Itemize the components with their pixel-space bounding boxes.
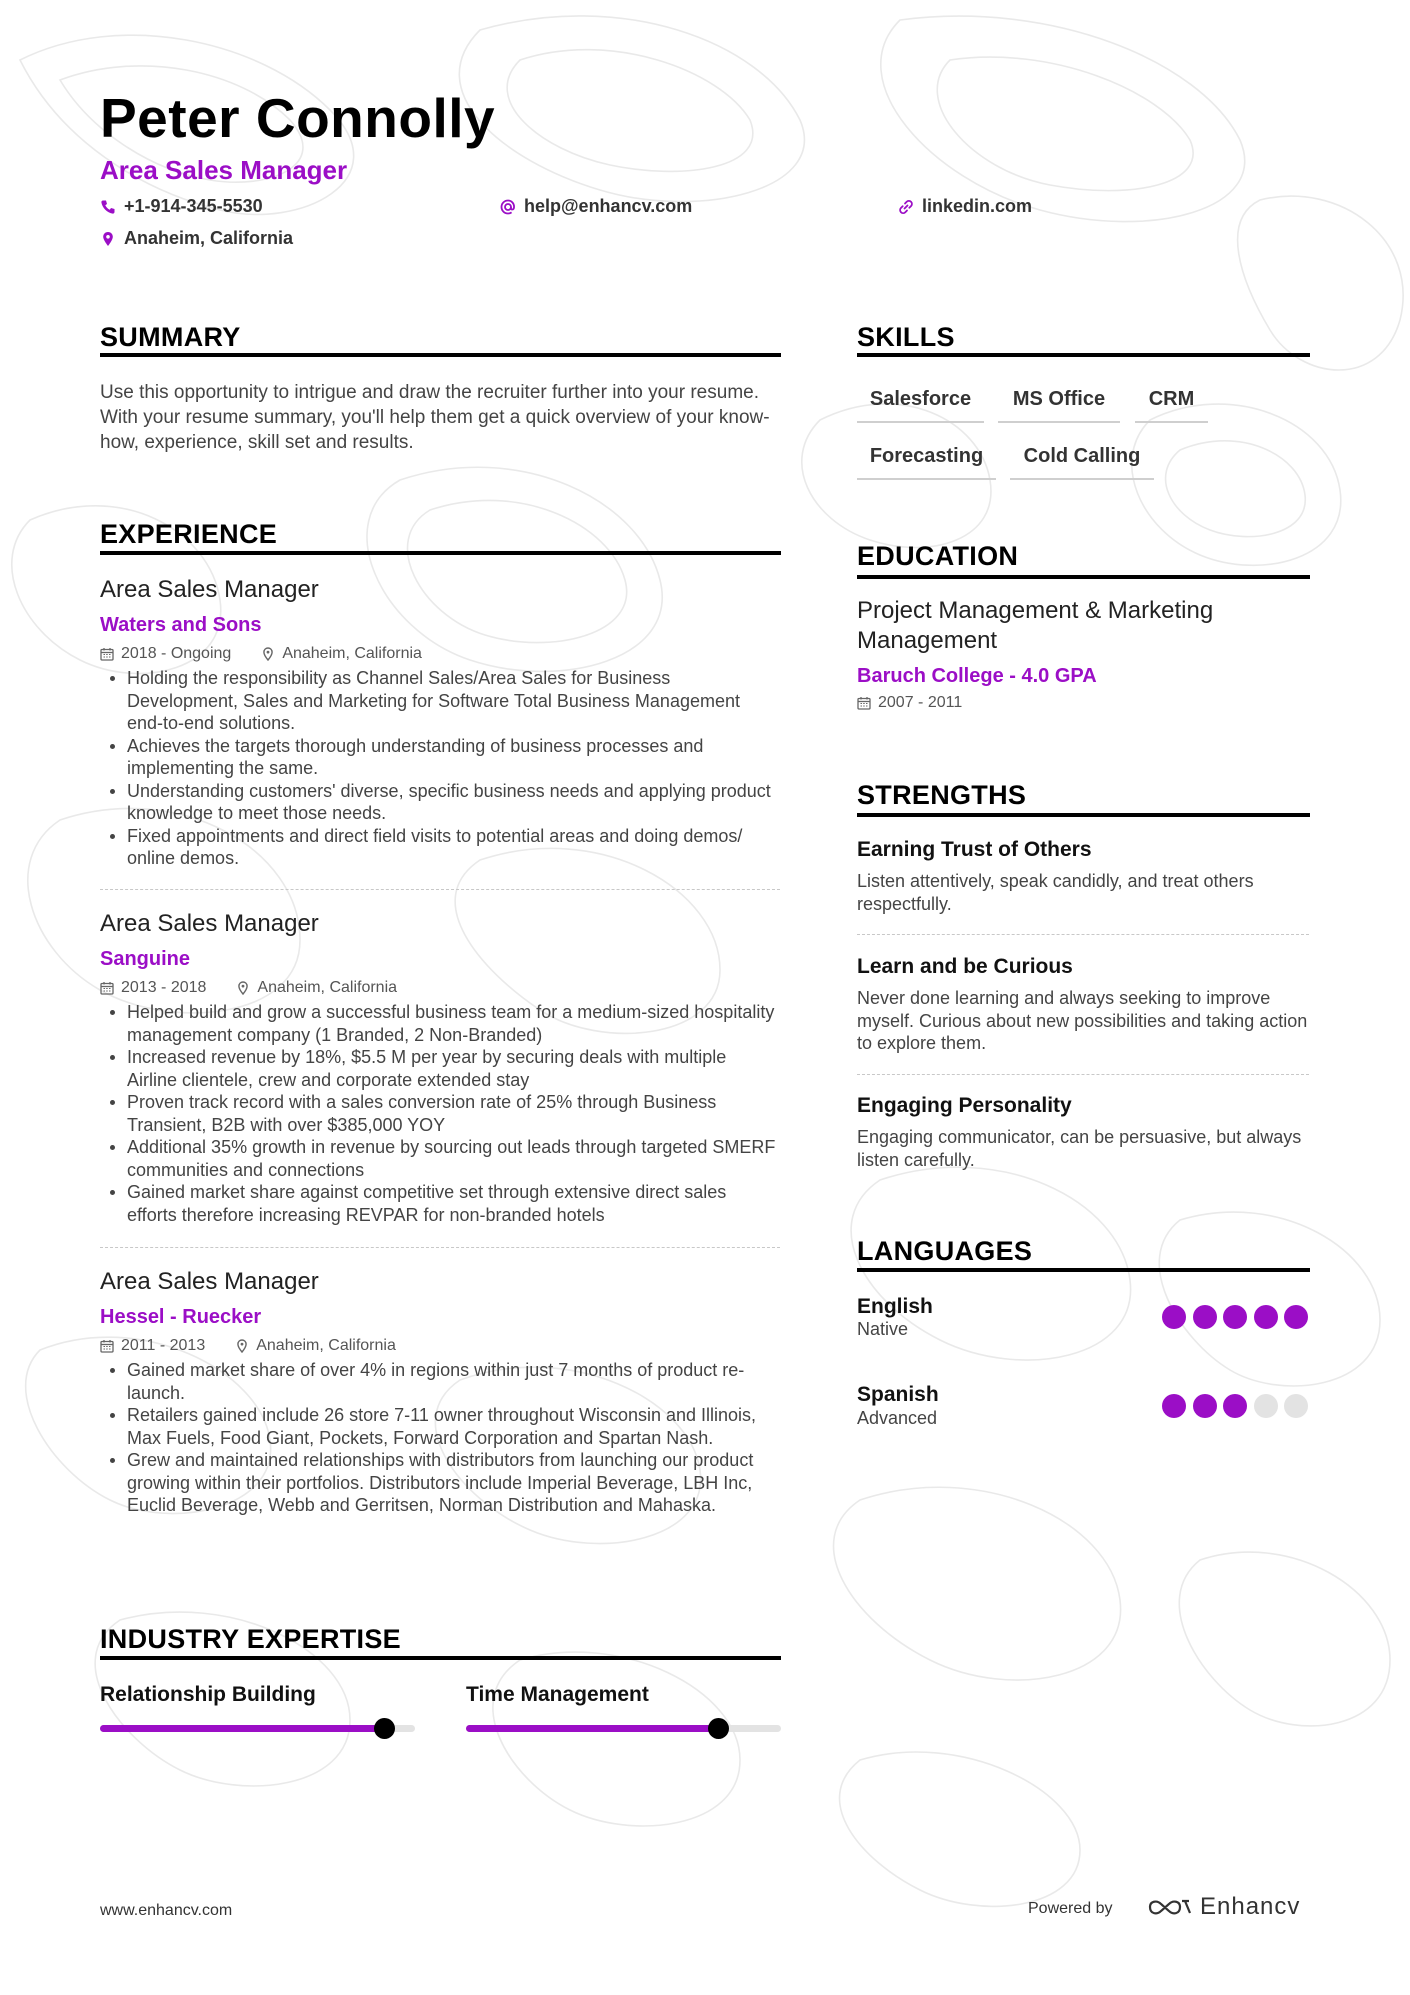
rating-dot-filled xyxy=(1223,1394,1247,1418)
expertise-bar-knob xyxy=(708,1718,729,1739)
candidate-name: Peter Connolly xyxy=(100,87,496,149)
experience-role: Area Sales Manager xyxy=(100,910,319,937)
rating-dot-filled xyxy=(1254,1305,1278,1329)
experience-bullet: Grew and maintained relationships with distributors from launching our product growing within their portfolios. Distributors include Imperial Beverage, LBH Inc, Euclid Beverage, Webb and Gerritsen, Norman Distribution and Mahaska. xyxy=(100,1449,780,1517)
footer-brand-text: Enhancv xyxy=(1200,1893,1301,1920)
experience-item xyxy=(100,1268,780,1517)
skills-heading: SKILLS xyxy=(857,322,955,352)
location-pin-icon xyxy=(261,647,275,661)
calendar-icon xyxy=(100,981,114,995)
footer-url[interactable]: www.enhancv.com xyxy=(100,1902,233,1919)
website-text: linkedin.com xyxy=(922,196,1033,216)
experience-bullet: Achieves the targets thorough understanding of business processes and implementing the same. xyxy=(100,735,780,780)
email-text: help@enhancv.com xyxy=(524,196,693,216)
experience-rule xyxy=(100,551,781,555)
strength-title: Learn and be Curious xyxy=(857,955,1073,978)
strength-divider xyxy=(857,934,1309,935)
location-text: Anaheim, California xyxy=(124,228,294,248)
education-rule xyxy=(857,575,1310,579)
skill-tag: MS Office xyxy=(998,388,1120,423)
expertise-bar-fill xyxy=(100,1725,384,1732)
skill-tag: Cold Calling xyxy=(1010,445,1154,480)
experience-location: Anaheim, California xyxy=(256,1337,396,1354)
skill-tag: Salesforce xyxy=(857,388,984,423)
expertise-bar xyxy=(466,1725,781,1732)
experience-meta xyxy=(100,645,780,663)
rating-dot-filled xyxy=(1284,1305,1308,1329)
experience-bullet: Understanding customers' diverse, specific business needs and applying product knowledge to meet those needs. xyxy=(100,780,780,825)
skill-tag: Forecasting xyxy=(857,445,996,480)
experience-bullet: Helped build and grow a successful business team for a medium-sized hospitality management company (1 Branded, 2 Non-Branded) xyxy=(100,1001,780,1046)
experience-location: Anaheim, California xyxy=(282,645,422,662)
footer-brand[interactable] xyxy=(1146,1893,1300,1921)
experience-bullet: Additional 35% growth in revenue by sourcing out leads through targeted SMERF communities and connections xyxy=(100,1136,780,1181)
summary-rule xyxy=(100,353,781,357)
strength-title: Engaging Personality xyxy=(857,1094,1072,1117)
experience-location: Anaheim, California xyxy=(257,979,398,996)
language-level: Native xyxy=(857,1319,909,1339)
experience-dates: 2018 - Ongoing xyxy=(121,645,232,662)
language-name: English xyxy=(857,1295,933,1318)
education-degree: Project Management & Marketing Management xyxy=(857,597,1214,654)
experience-role: Area Sales Manager xyxy=(100,576,319,603)
language-level: Advanced xyxy=(857,1408,938,1428)
experience-dates: 2013 - 2018 xyxy=(121,979,207,996)
experience-meta xyxy=(100,979,780,997)
languages-heading: LANGUAGES xyxy=(857,1236,1033,1266)
enhancv-logo-icon xyxy=(1146,1896,1192,1918)
strength-item xyxy=(857,955,1317,1055)
education-dates: 2007 - 2011 xyxy=(878,694,963,711)
strength-desc: Listen attentively, speak candidly, and treat others respectfully. xyxy=(857,871,1254,914)
expertise-bar-knob xyxy=(374,1718,395,1739)
contact-phone[interactable] xyxy=(100,196,263,217)
experience-divider xyxy=(100,889,780,890)
contact-location xyxy=(100,228,293,249)
skill-tag: CRM xyxy=(1135,388,1208,423)
expertise-bar-fill xyxy=(466,1725,718,1732)
language-rating xyxy=(1162,1394,1308,1418)
experience-item xyxy=(100,576,780,870)
rating-dot-filled xyxy=(1162,1394,1186,1418)
experience-bullet: Fixed appointments and direct field visits to potential areas and doing demos/ online demos. xyxy=(100,825,780,870)
strength-desc: Never done learning and always seeking to improve myself. Curious about new possibilities and taking action to explore them. xyxy=(857,988,1308,1053)
education-school: Baruch College - 4.0 GPA xyxy=(857,665,1097,687)
experience-company: Sanguine xyxy=(100,948,191,970)
rating-dot-filled xyxy=(1162,1305,1186,1329)
strength-desc: Engaging communicator, can be persuasive, but always listen carefully. xyxy=(857,1127,1302,1170)
phone-text: +1-914-345-5530 xyxy=(124,196,263,216)
experience-company: Waters and Sons xyxy=(100,614,262,636)
language-rating xyxy=(1162,1305,1308,1329)
experience-role: Area Sales Manager xyxy=(100,1268,319,1295)
industry-expertise-heading: INDUSTRY EXPERTISE xyxy=(100,1624,401,1654)
location-pin-icon xyxy=(236,981,250,995)
experience-bullets xyxy=(100,667,780,870)
candidate-title: Area Sales Manager xyxy=(100,155,348,185)
strengths-heading: STRENGTHS xyxy=(857,780,1027,810)
experience-divider xyxy=(100,1247,780,1248)
strength-title: Earning Trust of Others xyxy=(857,838,1092,861)
experience-bullets xyxy=(100,1001,780,1226)
industry-expertise-rule xyxy=(100,1656,781,1660)
link-icon xyxy=(898,199,914,215)
location-pin-icon xyxy=(100,231,116,247)
education-dates-row xyxy=(857,694,962,712)
rating-dot-empty xyxy=(1284,1394,1308,1418)
calendar-icon xyxy=(100,647,114,661)
rating-dot-filled xyxy=(1223,1305,1247,1329)
experience-bullet: Proven track record with a sales conversion rate of 25% through Business Transient, B2B with over $385,000 YOY xyxy=(100,1091,780,1136)
footer-powered-by: Powered by xyxy=(1028,1900,1113,1917)
experience-meta xyxy=(100,1337,780,1355)
skills-rule xyxy=(857,353,1310,357)
experience-bullet: Retailers gained include 26 store 7-11 owner throughout Wisconsin and Illinois, Max Fuels, Food Giant, Pockets, Forward Corporation and Spartan Nash. xyxy=(100,1404,780,1449)
experience-dates: 2011 - 2013 xyxy=(121,1337,206,1354)
phone-icon xyxy=(100,199,116,215)
summary-text: Use this opportunity to intrigue and draw the recruiter further into your resume. With your resume summary, you'll help them get a quick overview of your know-how, experience, skill set and results. xyxy=(100,382,770,453)
experience-company: Hessel - Ruecker xyxy=(100,1306,262,1328)
experience-bullet: Increased revenue by 18%, $5.5 M per year by securing deals with multiple Airline clientele, crew and corporate extended stay xyxy=(100,1046,780,1091)
experience-bullet: Gained market share of over 4% in regions within just 7 months of product re-launch. xyxy=(100,1359,780,1404)
experience-bullets xyxy=(100,1359,780,1517)
rating-dot-filled xyxy=(1193,1305,1217,1329)
languages-rule xyxy=(857,1268,1310,1272)
rating-dot-empty xyxy=(1254,1394,1278,1418)
strengths-rule xyxy=(857,813,1310,817)
language-name: Spanish xyxy=(857,1383,939,1406)
experience-bullet: Gained market share against competitive set through extensive direct sales efforts therefore increasing REVPAR for non-branded hotels xyxy=(100,1181,780,1226)
contact-email[interactable] xyxy=(500,196,692,217)
calendar-icon xyxy=(857,696,871,710)
experience-item xyxy=(100,910,780,1226)
expertise-label: Relationship Building xyxy=(100,1683,316,1706)
rating-dot-filled xyxy=(1193,1394,1217,1418)
strength-item xyxy=(857,838,1317,915)
strength-item xyxy=(857,1094,1317,1171)
summary-heading: SUMMARY xyxy=(100,322,241,352)
experience-bullet: Holding the responsibility as Channel Sales/Area Sales for Business Development, Sales and Marketing for Software Total Business Management end-to-end solutions. xyxy=(100,667,780,735)
contact-website[interactable] xyxy=(898,196,1032,217)
experience-heading: EXPERIENCE xyxy=(100,519,278,549)
expertise-bar xyxy=(100,1725,415,1732)
calendar-icon xyxy=(100,1339,114,1353)
at-icon xyxy=(500,199,516,215)
education-heading: EDUCATION xyxy=(857,541,1019,571)
location-pin-icon xyxy=(235,1339,249,1353)
strength-divider xyxy=(857,1074,1309,1075)
expertise-label: Time Management xyxy=(466,1683,649,1706)
